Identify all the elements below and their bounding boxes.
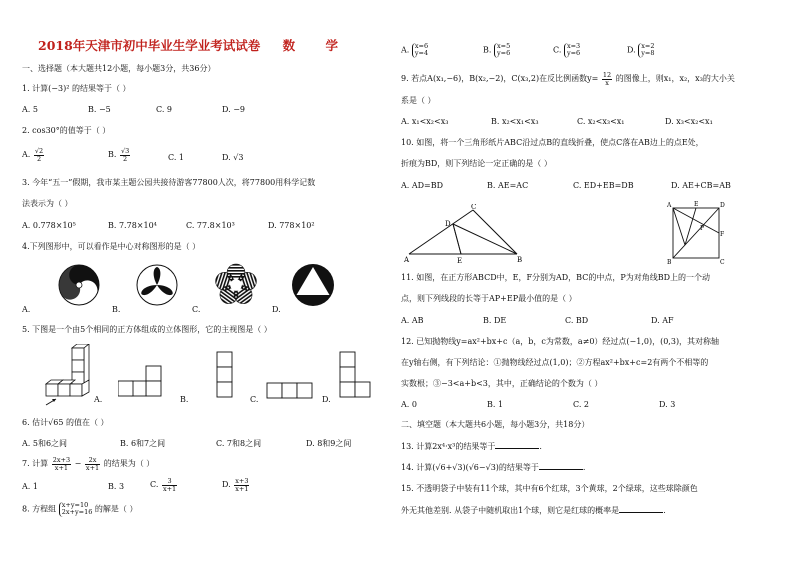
q7-f2-den: x+1	[85, 463, 100, 472]
q7-c-fraction	[162, 478, 177, 492]
q8-a-eq-1: x=6	[414, 42, 429, 50]
exam-subject-char-1: 数	[282, 38, 296, 53]
q4-option-c: C.	[192, 305, 201, 314]
q9-option-c: C. x₂<x₃<x₁	[577, 117, 625, 126]
question-7-stem	[22, 457, 154, 471]
q7-d-fraction	[234, 478, 249, 492]
q8-option-b	[483, 43, 510, 58]
q10-option-c: C. ED+EB=DB	[573, 181, 634, 190]
q2-b-label: B.	[108, 150, 117, 159]
q8-c-system	[564, 43, 580, 58]
section-1-heading: 一、选择题（本大题共12小题，每小题3分，共36分）	[22, 64, 216, 73]
q8-a-system	[412, 43, 428, 58]
q1-option-b: B. −5	[88, 105, 111, 114]
q7-stem-pre: 7. 计算	[22, 459, 49, 468]
q2-a-label: A.	[22, 150, 31, 159]
q8-equation-system	[59, 502, 93, 517]
question-11-stem-line-2: 点，则下列线段的长等于AP+EP最小值的是（ ）	[401, 294, 577, 303]
q14-answer-blank[interactable]	[539, 462, 583, 470]
q11-option-b: B. DE	[483, 316, 507, 325]
q7-fraction-1	[52, 457, 71, 471]
q11-label-d: D	[720, 202, 725, 209]
q5-option-b: B.	[180, 395, 189, 404]
q7-stem-post: 的结果为（ ）	[103, 459, 155, 468]
right-column	[401, 0, 781, 562]
q7-option-d	[222, 478, 250, 492]
q8-d-eq-2: y=8	[641, 49, 655, 58]
q9-option-a: A. x₁<x₂<x₃	[401, 117, 449, 126]
q9-option-b: B. x₂<x₁<x₃	[491, 117, 539, 126]
question-11-stem-line-1: 11. 如图，在正方形ABCD中，E，F分别为AD，BC的中点，P为对角线BD上的一个动	[401, 273, 711, 282]
q4-figure-d-triangle-in-circle-icon	[290, 262, 336, 308]
q13-stem-pre: 13. 计算2x⁴·x³的结果等于	[401, 442, 496, 451]
q8-eq-1: x+y=10	[61, 501, 89, 509]
q2-a-num: √2	[34, 147, 44, 155]
q8-option-c	[553, 43, 580, 58]
q2-option-b	[108, 148, 131, 162]
q12-option-b: B. 1	[487, 400, 504, 409]
q8-option-a	[401, 43, 428, 58]
q8-stem-post: 的解是（ ）	[94, 504, 138, 514]
q5-view-c-icon	[266, 382, 316, 400]
q7-d-num: x+3	[235, 477, 249, 485]
q11-label-a: A	[667, 202, 672, 209]
question-2-stem: 2. cos30°的值等于（ ）	[22, 126, 111, 135]
q4-figure-a-yin-yang-icon	[56, 262, 102, 308]
q13-stem-post: .	[539, 442, 542, 451]
q4-option-d: D.	[272, 305, 281, 314]
q10-label-d: D	[445, 220, 451, 228]
q3-option-c: C. 77.8×10³	[186, 221, 235, 230]
q9-fraction	[602, 72, 612, 86]
q7-d-den: x+1	[235, 484, 249, 493]
q7-minus-sign: −	[74, 459, 82, 468]
q15-answer-blank[interactable]	[619, 505, 663, 513]
q9-line1-post: 的图像上，则x₁，x₂，x₃的大小关	[615, 74, 735, 83]
q6-option-a: A. 5和6之间	[22, 439, 68, 448]
q10-label-e: E	[457, 257, 463, 264]
q4-figure-b-propeller-icon	[134, 262, 180, 308]
q3-option-b: B. 7.78×10⁴	[108, 221, 157, 230]
question-4-stem: 4.下列图形中，可以看作是中心对称图形的是（ ）	[22, 242, 201, 251]
q7-d-label: D.	[222, 480, 231, 489]
question-3-stem-line-2: 法表示为（ ）	[22, 199, 73, 208]
q11-option-c: C. BD	[565, 316, 589, 325]
q11-option-d: D. AF	[651, 316, 674, 325]
q7-c-label: C.	[150, 480, 159, 489]
q5-view-d-icon	[338, 350, 372, 400]
q7-c-den: x+1	[162, 484, 177, 493]
q10-label-a: A	[404, 256, 410, 264]
q1-option-c: C. 9	[156, 105, 173, 114]
q2-b-num: √3	[120, 147, 130, 155]
q4-option-a: A.	[22, 305, 31, 314]
q7-option-c	[150, 478, 178, 492]
q10-option-a: A. AD=BD	[401, 181, 444, 190]
q11-label-e: E	[694, 201, 699, 208]
q2-b-fraction	[120, 148, 130, 162]
question-5-stem: 5. 下图是一个由5个相同的正方体组成的立体图形，它的主视图是（ ）	[22, 325, 272, 334]
q10-triangle-fold-figure	[403, 204, 533, 264]
q8-c-label: C.	[553, 45, 562, 55]
question-12-stem-line-1: 12. 已知抛物线y=ax²+bx+c（a，b，c为常数，a≠0）经过点(−1,0)，(0,3)，其对称轴	[401, 337, 720, 346]
q6-option-c: C. 7和8之间	[216, 439, 262, 448]
q9-line1-pre: 9. 若点A(x₁,−6)，B(x₂,−2)，C(x₃,2)在反比例函数y=	[401, 74, 599, 83]
q10-option-d: D. AE+CB=AB	[671, 181, 731, 190]
section-2-heading: 二、填空题（本大题共6小题，每小题3分，共18分）	[401, 420, 590, 429]
q12-option-d: D. 3	[659, 400, 676, 409]
question-9-stem-line-1	[401, 72, 735, 86]
left-column	[22, 0, 390, 562]
question-6-stem: 6. 估计√65 的值在（ ）	[22, 418, 109, 427]
question-8-stem	[22, 502, 137, 517]
exam-subject-char-2: 学	[325, 38, 339, 53]
q4-option-b: B.	[112, 305, 121, 314]
q8-d-label: D.	[627, 45, 636, 55]
q7-c-num: 3	[162, 478, 177, 486]
q8-b-label: B.	[483, 45, 492, 55]
q2-a-fraction	[34, 148, 44, 162]
q7-f2-num: 2x	[85, 457, 100, 465]
q4-figure-c-flower-icon	[212, 262, 260, 308]
q6-option-d: D. 8和9之间	[306, 439, 352, 448]
q8-option-d	[627, 43, 654, 58]
q8-a-eq-2: y=4	[414, 49, 429, 58]
q8-d-eq-1: x=2	[641, 42, 655, 50]
question-1-stem: 1. 计算(−3)² 的结果等于（ ）	[22, 84, 131, 93]
q8-eq-2: 2x+y=16	[61, 508, 93, 517]
q5-view-a-icon	[118, 365, 164, 399]
q10-label-c: C	[471, 204, 477, 211]
question-14-stem	[401, 462, 585, 473]
q13-answer-blank[interactable]	[495, 441, 539, 449]
q5-option-c: C.	[250, 395, 259, 404]
q2-option-a	[22, 148, 45, 162]
q11-label-p: P	[700, 225, 705, 232]
exam-title	[38, 38, 338, 53]
q9-f-num: 12	[602, 71, 612, 79]
q7-option-a: A. 1	[22, 482, 38, 491]
q8-b-eq-1: x=5	[496, 42, 511, 50]
q8-stem-pre: 8. 方程组	[22, 504, 57, 514]
q2-a-den: 2	[36, 154, 42, 163]
question-3-stem-line-1: 3. 今年“五一”假期，我市某主题公园共接待游客77800人次，将77800用科学记数	[22, 178, 316, 187]
q8-c-eq-2: y=6	[566, 49, 581, 58]
q5-view-b-icon	[215, 350, 235, 400]
q6-option-b: B. 6和7之间	[120, 439, 166, 448]
q8-a-label: A.	[401, 45, 410, 55]
q9-f-den: x	[605, 78, 609, 87]
q7-option-b: B. 3	[108, 482, 125, 491]
q9-option-d: D. x₃<x₂<x₁	[665, 117, 713, 126]
q11-square-figure	[665, 200, 729, 268]
q5-option-a: A.	[94, 395, 103, 404]
q12-option-c: C. 2	[573, 400, 590, 409]
q11-label-c: C	[720, 259, 725, 266]
q7-fraction-2	[85, 457, 100, 471]
q12-option-a: A. 0	[401, 400, 417, 409]
q1-option-d: D. −9	[222, 105, 246, 114]
question-12-stem-line-2: 在y轴右侧，有下列结论：①抛物线经过点(1,0)；②方程ax²+bx+c=2有两个不相等的	[401, 358, 709, 367]
q14-stem-pre: 14. 计算(√6+√3)(√6−√3)的结果等于	[401, 463, 539, 472]
question-13-stem	[401, 441, 542, 452]
question-12-stem-line-3: 实数根；③−3<a+b<3，其中，正确结论的个数为（ ）	[401, 379, 603, 388]
q1-option-a: A. 5	[22, 105, 38, 114]
q7-f1-den: x+1	[54, 463, 69, 472]
q10-option-b: B. AE=AC	[487, 181, 529, 190]
q11-label-b: B	[667, 259, 672, 266]
q15-line2-pre: 外无其他差别. 从袋子中随机取出1个球，则它是红球的概率是	[401, 506, 620, 515]
q14-stem-post: .	[582, 463, 586, 472]
q7-f1-num: 2x+3	[52, 456, 71, 464]
question-10-stem-line-2: 折痕为BD，则下列结论一定正确的是（ ）	[401, 159, 552, 168]
q11-label-f: F	[720, 231, 725, 238]
question-9-stem-line-2: 系是（ ）	[401, 96, 436, 105]
q3-option-d: D. 778×10²	[268, 221, 315, 230]
q8-b-eq-2: y=6	[496, 49, 511, 58]
q2-option-d: D. √3	[222, 153, 244, 162]
q8-d-system	[638, 43, 654, 58]
q2-option-c: C. 1	[168, 153, 185, 162]
question-15-stem-line-1: 15. 不透明袋子中装有11个球，其中有6个红球，3个黄球，2个绿球，这些球除颜色	[401, 484, 698, 493]
q15-line2-post: .	[663, 506, 666, 515]
q3-option-a: A. 0.778×10⁵	[22, 221, 76, 230]
q5-option-d: D.	[322, 395, 331, 404]
q8-b-system	[494, 43, 510, 58]
q10-label-b: B	[517, 256, 523, 264]
question-10-stem-line-1: 10. 如图，将一个三角形纸片ABC沿过点B的直线折叠，使点C落在AB边上的点E处，	[401, 138, 704, 147]
exam-title-text: 2018年天津市初中毕业生学业考试试卷	[38, 38, 261, 53]
question-15-stem-line-2	[401, 505, 666, 516]
q8-c-eq-1: x=3	[566, 42, 581, 50]
q11-option-a: A. AB	[401, 316, 424, 325]
q2-b-den: 2	[123, 154, 128, 163]
